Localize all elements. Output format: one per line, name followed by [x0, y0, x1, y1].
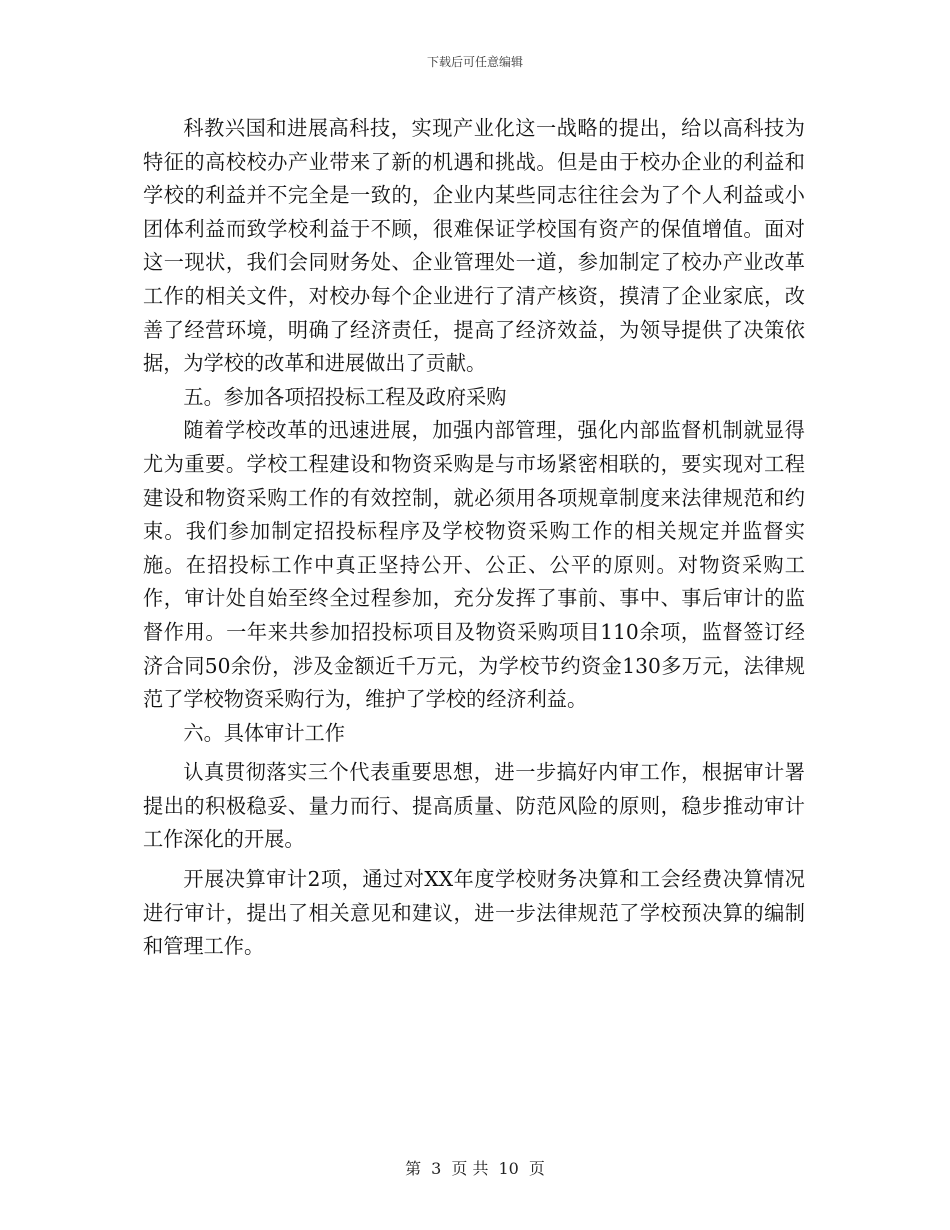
footer-total-pages: 10 [498, 1159, 519, 1178]
page-header-note: 下载后可任意编辑 [426, 55, 523, 69]
section-heading-bidding: 五。参加各项招投标工程及政府采购 [183, 384, 507, 409]
paragraph-bidding-procurement: 随着学校改革的迅速进展，加强内部管理，强化内部监督机制就显得尤为重要。学校工程建设和物资采购是与市场紧密相联的，要实现对工程建设和物资采购工作的有效控制，就必须用各项规章制度来法律规范和约束。我们参加制定招投标程序及学校物资采购工作的相关规定并监督实施。在招投标工作中真正坚持公开、公正、公平的原则。对物资采购工作，审计处自始至终全过程参加，充分发挥了事前、事中、事后审计的监督作用。一年来共参加招投标项目及物资采购项目110余项，监督签订经济合同50余份，涉及金额近千万元，为学校节约资金130多万元，法律规范了学校物资采购行为，维护了学校的经济利益。 [143, 418, 805, 712]
paragraph-final-accounts-audit: 开展决算审计2项，通过对XX年度学校财务决算和工会经费决算情况进行审计，提出了相关意见和建议，进一步法律规范了学校预决算的编制和管理工作。 [143, 867, 805, 959]
section-heading-audit-work: 六。具体审计工作 [183, 720, 345, 745]
footer-suffix: 页 [528, 1159, 545, 1178]
document-body [143, 112, 805, 964]
footer-middle: 页 共 [451, 1159, 489, 1178]
footer-current-page: 3 [431, 1159, 442, 1178]
paragraph-audit-principles: 认真贯彻落实三个代表重要思想，进一步搞好内审工作，根据审计署提出的积极稳妥、量力而行、提高质量、防范风险的原则，稳步推动审计工作深化的开展。 [143, 760, 805, 852]
paragraph-enterprise-reform: 科教兴国和进展高科技，实现产业化这一战略的提出，给以高科技为特征的高校校办产业带来了新的机遇和挑战。但是由于校办企业的利益和学校的利益并不完全是一致的，企业内某些同志往往会为了个人利益或小团体利益而致学校利益于不顾，很难保证学校国有资产的保值增值。面对这一现状，我们会同财务处、企业管理处一道，参加制定了校办产业改革工作的相关文件，对校办每个企业进行了清产核资，摸清了企业家底，改善了经营环境，明确了经济责任，提高了经济效益，为领导提供了决策依据，为学校的改革和进展做出了贡献。 [143, 116, 805, 376]
footer-prefix: 第 [405, 1159, 422, 1178]
page-footer [0, 1156, 950, 1179]
